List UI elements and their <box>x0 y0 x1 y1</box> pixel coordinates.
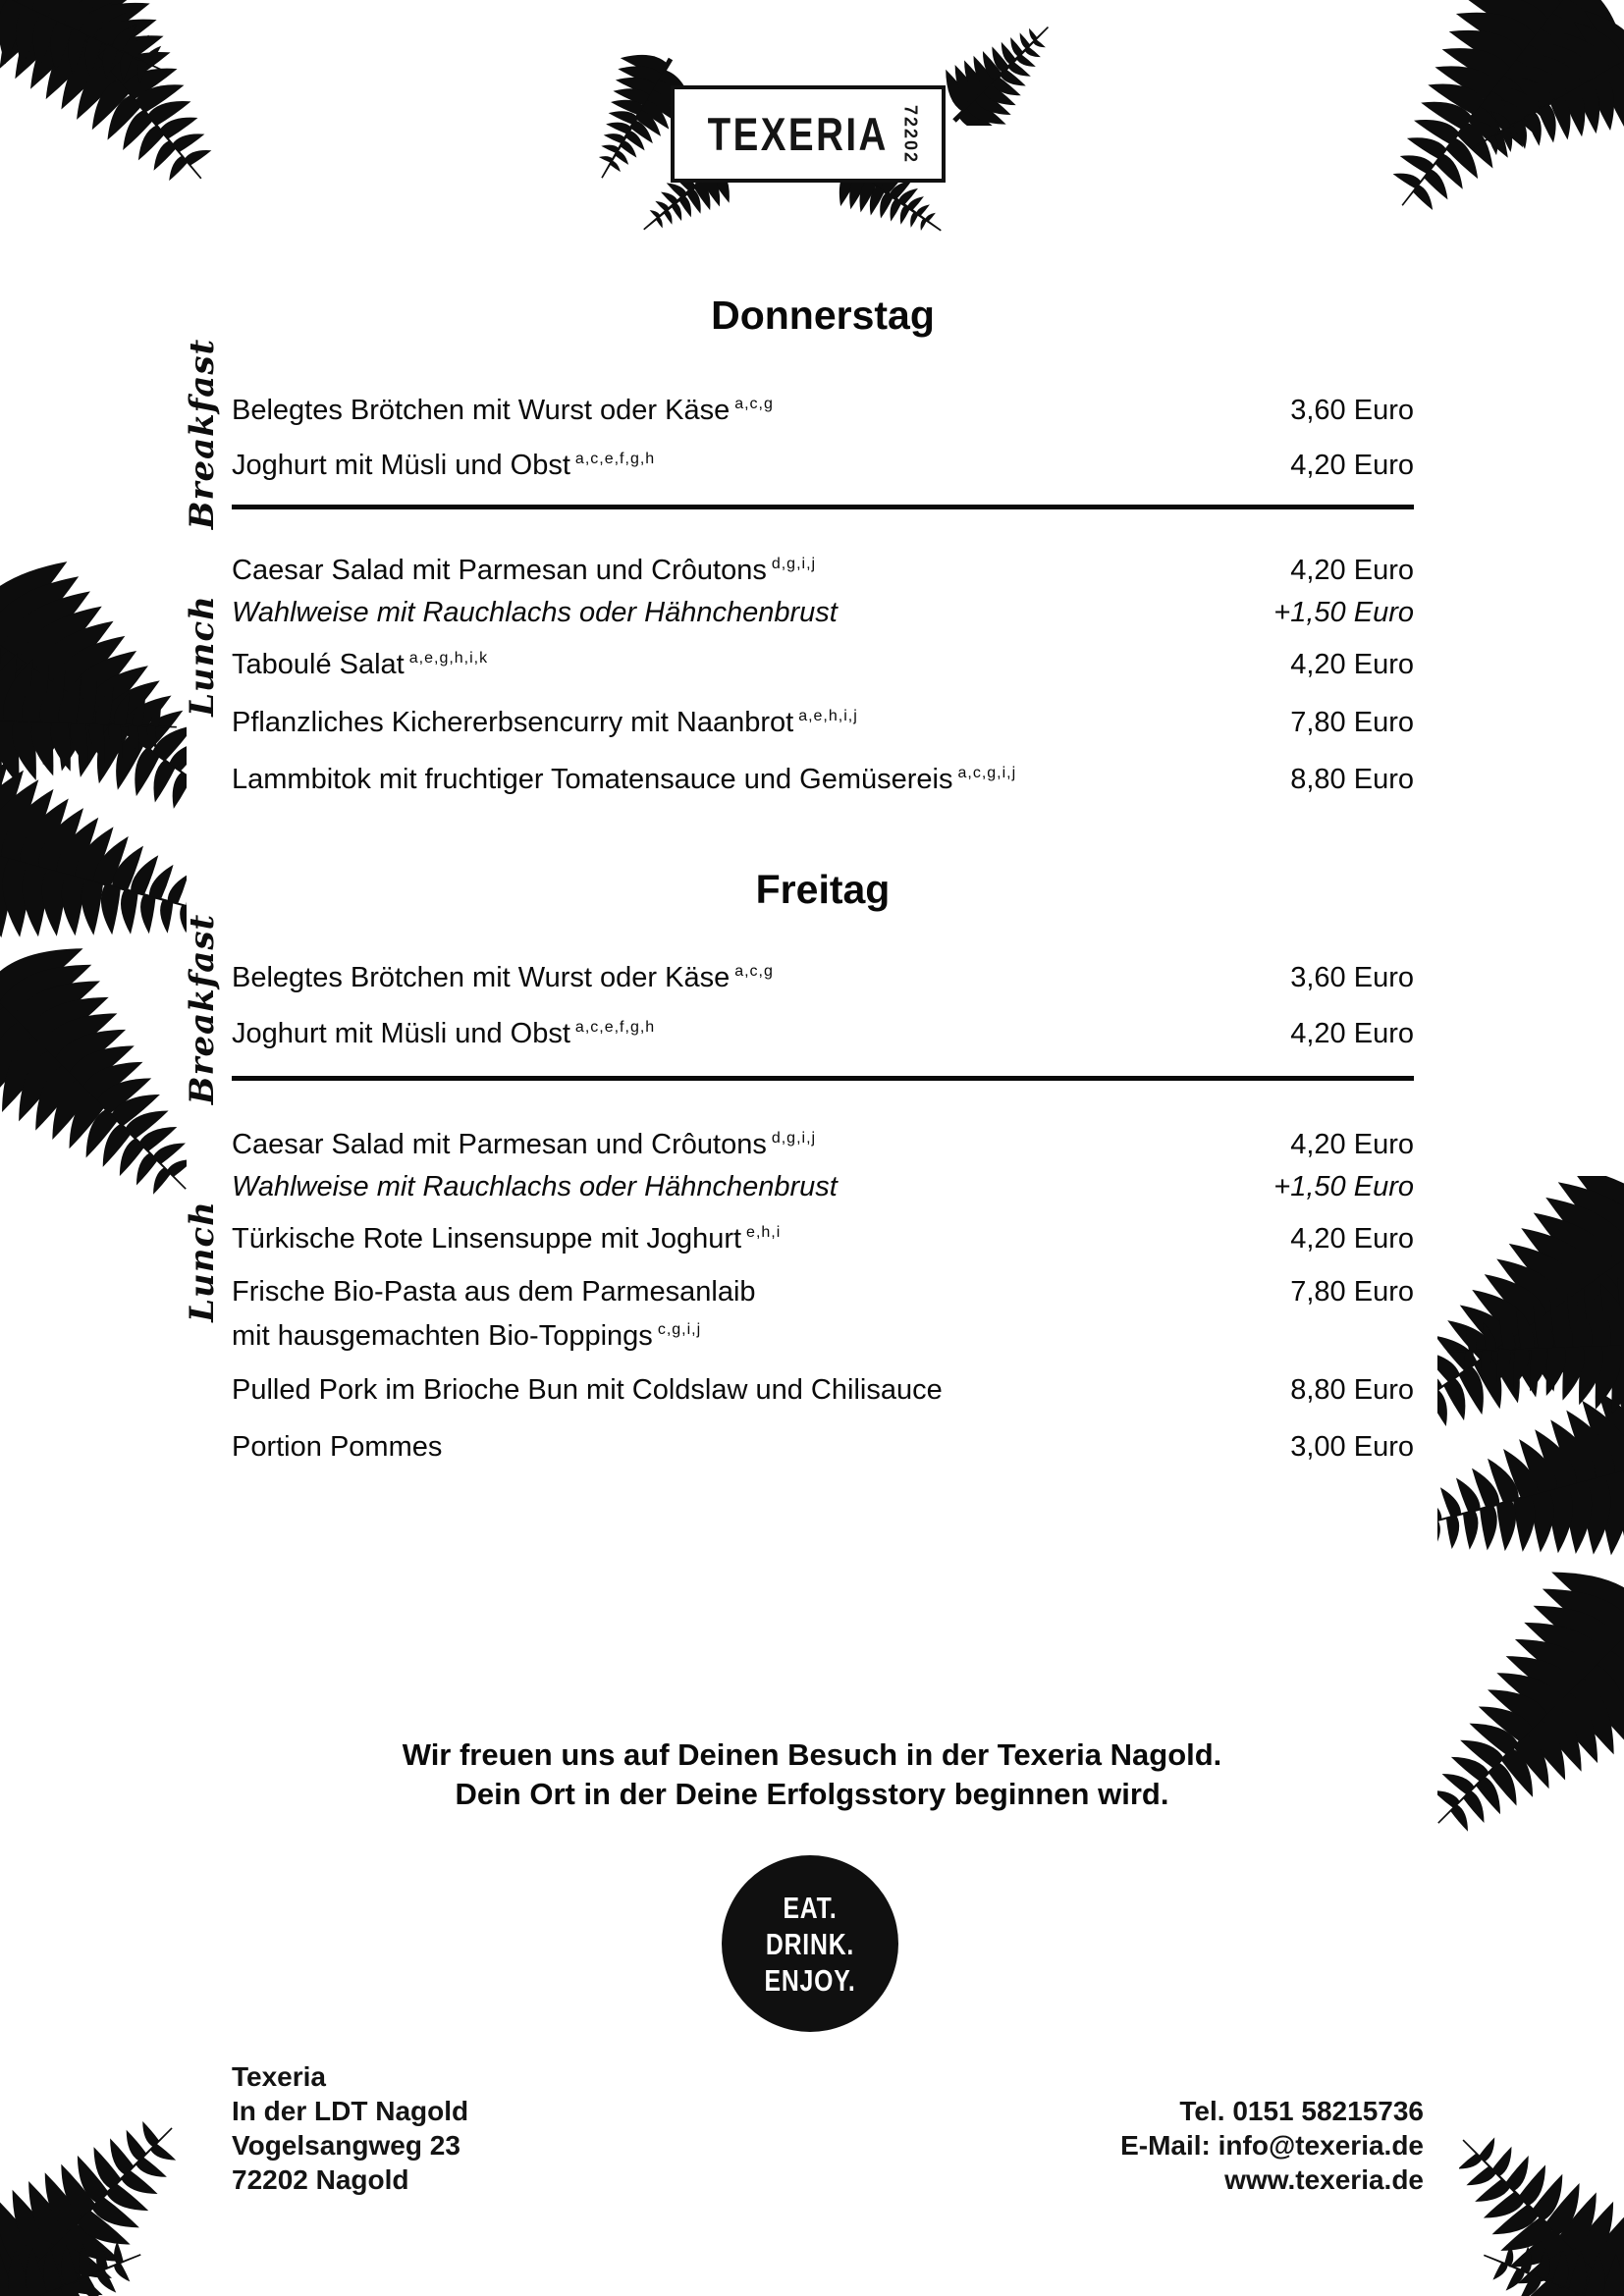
logo-zip-code: 72202 <box>900 104 921 164</box>
item-name: Pflanzliches Kichererbsencurry mit Naanbrot $^{a,e,h,i,j}$ <box>232 707 858 738</box>
footer-address <box>232 2059 468 2197</box>
fern-decoration-top-right <box>1388 0 1624 304</box>
item-name: Türkische Rote Linsensuppe mit Joghurt $^{e,h,i}$ <box>232 1223 782 1255</box>
item-price: 3,60 Euro <box>1290 962 1414 993</box>
menu-item-row <box>232 1431 1414 1464</box>
menu-item-row <box>232 707 1414 739</box>
footer-address-line2: Vogelsangweg 23 <box>232 2130 460 2161</box>
item-name: Pulled Pork im Brioche Bun mit Coldslaw und Chilisauce <box>232 1374 943 1406</box>
menu-item-row <box>232 1374 1414 1407</box>
badge-line-enjoy: ENJOY. <box>764 1962 856 1998</box>
item-name: Wahlweise mit Rauchlachs oder Hähnchenbrust <box>232 597 838 628</box>
badge-line-eat: EAT. <box>783 1890 838 1925</box>
item-name: Belegtes Brötchen mit Wurst oder Käse $^{a,c,g}$ <box>232 962 774 993</box>
badge-line-drink: DRINK. <box>765 1926 855 1961</box>
item-price: 7,80 Euro <box>1290 707 1414 738</box>
menu-item-row <box>232 1129 1414 1161</box>
menu-item-row <box>232 1223 1414 1255</box>
item-price: 4,20 Euro <box>1290 450 1414 481</box>
item-name: Belegtes Brötchen mit Wurst oder Käse $^{a,c,g}$ <box>232 395 774 426</box>
item-name: Portion Pommes <box>232 1431 443 1463</box>
day-title-donnerstag: Donnerstag <box>711 293 935 338</box>
allergen-codes: e,h,i <box>746 1224 782 1242</box>
footer-address-line3: 72202 Nagold <box>232 2164 409 2195</box>
item-price: 7,80 Euro <box>1290 1276 1414 1308</box>
allergen-codes: a,e,h,i,j <box>798 708 858 725</box>
item-price: 4,20 Euro <box>1290 649 1414 680</box>
logo-wordmark: TEXERIA <box>707 108 889 160</box>
menu-item-row <box>232 1018 1414 1050</box>
allergen-codes: a,c,g,i,j <box>957 765 1017 782</box>
item-name: Joghurt mit Müsli und Obst $^{a,c,e,f,g,h}$ <box>232 450 656 481</box>
item-name: Taboulé Salat $^{a,e,g,h,i,k}$ <box>232 649 489 680</box>
fern-decoration-left-middle <box>0 542 187 1234</box>
allergen-codes: a,c,e,f,g,h <box>574 1019 656 1037</box>
item-name: Joghurt mit Müsli und Obst $^{a,c,e,f,g,h}$ <box>232 1018 656 1049</box>
texeria-logo <box>671 85 946 183</box>
section-label-lunch: Lunch <box>183 1201 222 1322</box>
allergen-codes: a,c,g <box>734 396 774 413</box>
allergen-codes: d,g,i,j <box>771 1130 817 1148</box>
closing-message <box>0 1735 1624 1814</box>
menu-item-row <box>232 1276 1414 1308</box>
item-price: 4,20 Euro <box>1290 1223 1414 1255</box>
item-name: Frische Bio-Pasta aus dem Parmesanlaib <box>232 1276 756 1308</box>
menu-item-row <box>232 764 1414 796</box>
menu-item-row-option <box>232 1171 1414 1203</box>
footer-phone: Tel. 0151 58215736 <box>1179 2096 1424 2126</box>
allergen-codes: a,c,e,f,g,h <box>574 451 656 468</box>
fern-decoration-logo-right <box>935 8 1082 126</box>
closing-message-line1: Wir freuen uns auf Deinen Besuch in der Texeria Nagold. <box>402 1737 1222 1772</box>
allergen-codes: a,e,g,h,i,k <box>408 650 489 667</box>
menu-item-row <box>232 555 1414 587</box>
fern-decoration-top-left <box>0 0 228 218</box>
footer-email: E-Mail: info@texeria.de <box>1120 2130 1424 2161</box>
menu-item-row <box>232 649 1414 681</box>
item-price: 4,20 Euro <box>1290 555 1414 586</box>
section-divider <box>232 505 1414 509</box>
day-title-freitag: Freitag <box>755 867 891 912</box>
item-name: mit hausgemachten Bio-Toppings $^{c,g,i,j}$ <box>232 1320 702 1352</box>
footer-website: www.texeria.de <box>1224 2164 1424 2195</box>
menu-item-row-continuation <box>232 1320 1414 1353</box>
item-name: Caesar Salad mit Parmesan und Crôutons $^{d,g,i,j}$ <box>232 555 817 586</box>
section-divider <box>232 1076 1414 1081</box>
allergen-codes: c,g,i,j <box>657 1321 702 1339</box>
allergen-codes: d,g,i,j <box>771 556 817 573</box>
eat-drink-enjoy-badge <box>722 1855 898 2032</box>
allergen-codes: a,c,g <box>734 963 774 981</box>
fern-decoration-logo-bottom-right <box>830 169 997 267</box>
section-label-breakfast: Breakfast <box>183 338 222 530</box>
item-price: 4,20 Euro <box>1290 1018 1414 1049</box>
menu-item-row <box>232 962 1414 994</box>
item-price: +1,50 Euro <box>1273 597 1414 628</box>
item-price: +1,50 Euro <box>1273 1171 1414 1202</box>
item-price: 3,00 Euro <box>1290 1431 1414 1463</box>
item-price: 8,80 Euro <box>1290 1374 1414 1406</box>
footer-address-line1: In der LDT Nagold <box>232 2096 469 2126</box>
closing-message-line2: Dein Ort in der Deine Erfolgsstory beginnen wird. <box>455 1777 1169 1811</box>
section-label-lunch: Lunch <box>183 595 222 717</box>
fern-decoration-bottom-right <box>1459 2097 1624 2296</box>
item-name: Caesar Salad mit Parmesan und Crôutons $^{d,g,i,j}$ <box>232 1129 817 1160</box>
item-price: 4,20 Euro <box>1290 1129 1414 1160</box>
footer-company: Texeria <box>232 2061 326 2092</box>
fern-decoration-bottom-left <box>0 2079 196 2296</box>
menu-item-row <box>232 395 1414 427</box>
footer-contact <box>1120 2094 1424 2197</box>
item-name: Wahlweise mit Rauchlachs oder Hähnchenbrust <box>232 1171 838 1202</box>
menu-item-row <box>232 450 1414 482</box>
item-price: 3,60 Euro <box>1290 395 1414 426</box>
item-name: Lammbitok mit fruchtiger Tomatensauce und Gemüsereis $^{a,c,g,i,j}$ <box>232 764 1017 795</box>
section-label-breakfast: Breakfast <box>183 913 222 1105</box>
menu-item-row-option <box>232 597 1414 629</box>
item-price: 8,80 Euro <box>1290 764 1414 795</box>
